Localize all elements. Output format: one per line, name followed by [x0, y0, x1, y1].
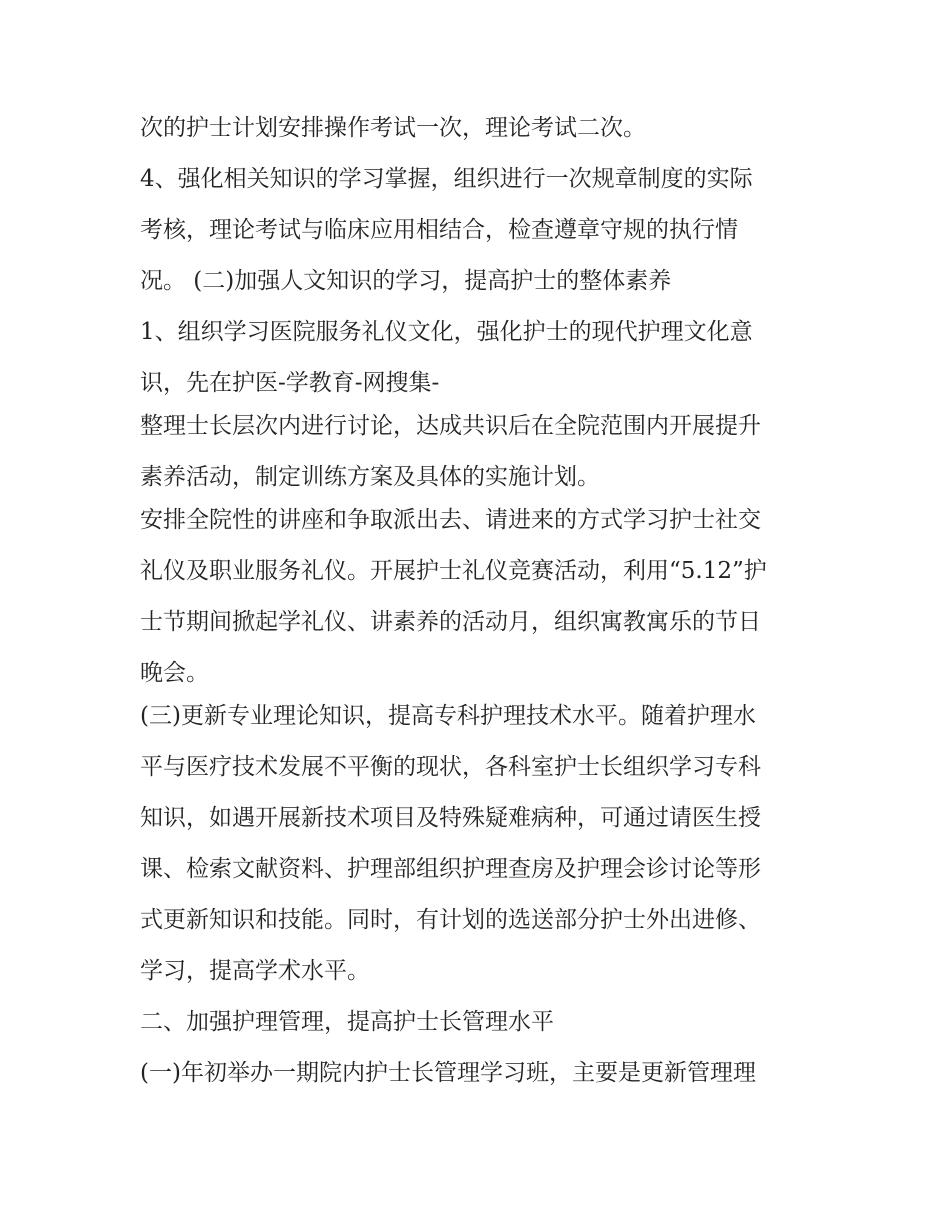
text-line: 1、组织学习医院服务礼仪文化，强化护士的现代护理文化意: [140, 319, 753, 345]
text-line: 晚会。: [140, 660, 209, 686]
text-line: 安排全院性的讲座和争取派出去、请进来的方式学习护士社交: [140, 507, 761, 533]
text-line: 平与医疗技术发展不平衡的现状，各科室护士长组织学习专科: [140, 754, 761, 780]
text-line: 素养活动，制定训练方案及具体的实施计划。: [140, 464, 600, 490]
text-line: 考核，理论考试与临床应用相结合，检查遵章守规的执行情: [140, 217, 738, 243]
text-line: 整理士长层次内进行讨论，达成共识后在全院范围内开展提升: [140, 413, 761, 439]
text-line: (三)更新专业理论知识，提高专科护理技术水平。随着护理水: [140, 703, 756, 729]
text-line: 式更新知识和技能。同时，有计划的选送部分护士外出进修、: [140, 907, 761, 933]
text-line: 次的护士计划安排操作考试一次，理论考试二次。: [140, 115, 646, 141]
text-line: 识，先在护医-学教育-网搜集-: [140, 370, 440, 396]
text-line: 4、强化相关知识的学习掌握，组织进行一次规章制度的实际: [140, 166, 753, 192]
text-line: 士节期间掀起学礼仪、讲素养的活动月，组织寓教寓乐的节日: [140, 609, 761, 635]
section-heading: 二、加强护理管理，提高护士长管理水平: [140, 1009, 554, 1035]
text-line: 礼仪及职业服务礼仪。开展护士礼仪竞赛活动，利用“5.12”护: [140, 558, 767, 584]
text-line: 学习，提高学术水平。: [140, 958, 370, 984]
text-line: 况。 (二)加强人文知识的学习，提高护士的整体素养: [140, 268, 672, 294]
text-line: 课、检索文献资料、护理部组织护理查房及护理会诊讨论等形: [140, 856, 761, 882]
text-line: (一)年初举办一期院内护士长管理学习班，主要是更新管理理: [140, 1060, 756, 1086]
document-body: [140, 108, 820, 1104]
text-line: 知识，如遇开展新技术项目及特殊疑难病种，可通过请医生授: [140, 805, 761, 831]
